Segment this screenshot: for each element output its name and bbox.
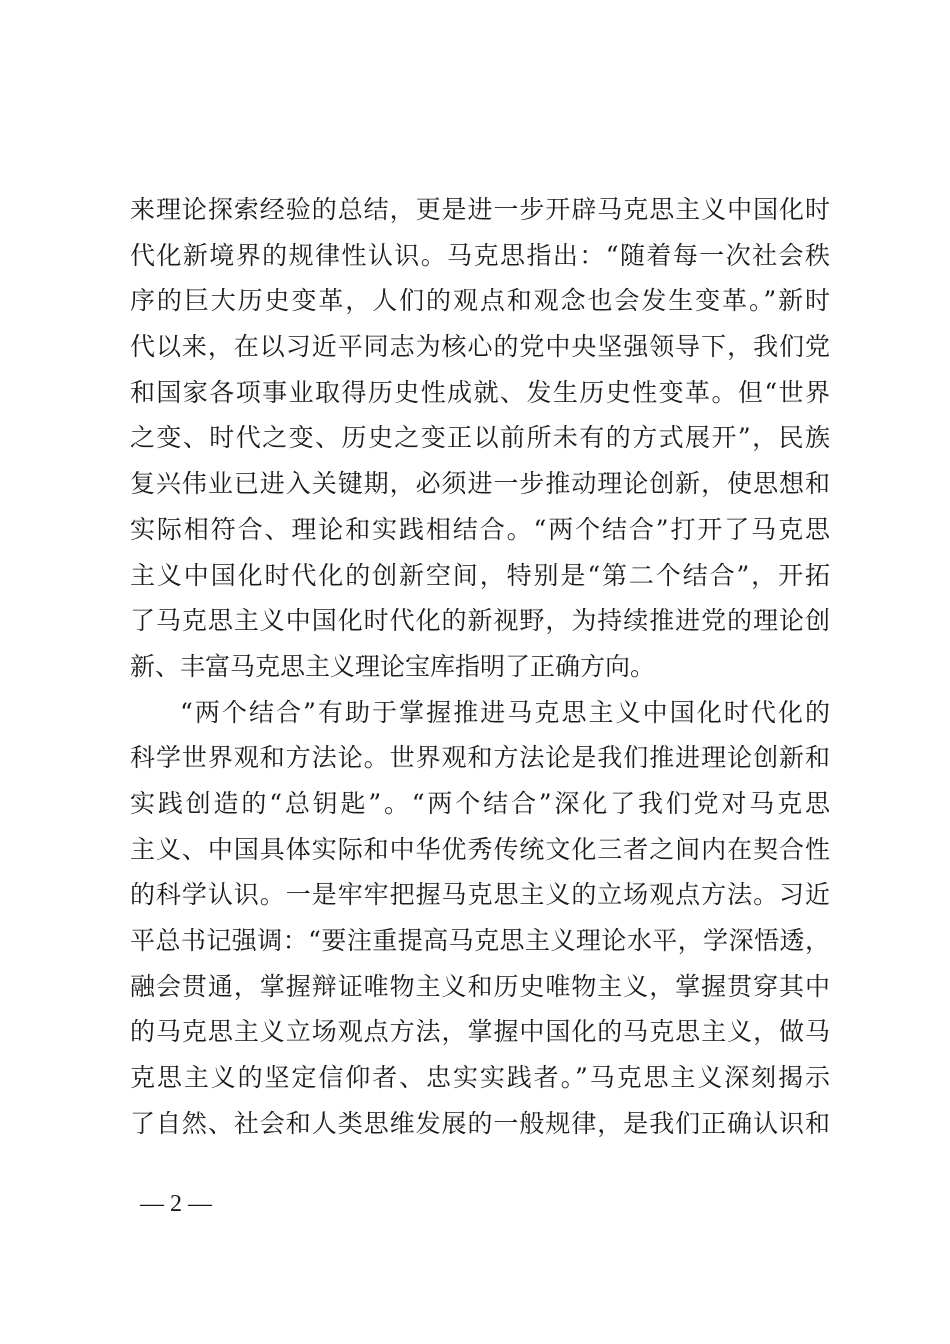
body-text bbox=[130, 187, 830, 1146]
text-line: 主义中国化时代化的创新空间，特别是“第二个结合”，开拓 bbox=[130, 560, 830, 590]
text-line: 和国家各项事业取得历史性成就、发生历史性变革。但“世界 bbox=[130, 377, 830, 407]
page-number: — 2 — bbox=[140, 1191, 212, 1217]
text-line: 科学世界观和方法论。世界观和方法论是我们推进理论创新和 bbox=[130, 743, 830, 773]
text-line: 序的巨大历史变革，人们的观点和观念也会发生变革。”新时 bbox=[130, 286, 830, 316]
text-line: 实践创造的“总钥匙”。“两个结合”深化了我们党对马克思 bbox=[130, 788, 830, 818]
text-line: 平总书记强调：“要注重提高马克思主义理论水平，学深悟透， bbox=[130, 926, 830, 955]
text-line: 代化新境界的规律性认识。马克思指出：“随着每一次社会秩 bbox=[130, 240, 830, 270]
text-line: 代以来，在以习近平同志为核心的党中央坚强领导下，我们党 bbox=[130, 332, 830, 362]
paragraph-first-line: “两个结合”有助于掌握推进马克思主义中国化时代化的 bbox=[180, 697, 830, 727]
text-line: 克思主义的坚定信仰者、忠实实践者。”马克思主义深刻揭示 bbox=[130, 1063, 830, 1093]
text-line: 融会贯通，掌握辩证唯物主义和历史唯物主义，掌握贯穿其中 bbox=[130, 971, 830, 1001]
text-line: 之变、时代之变、历史之变正以前所未有的方式展开”，民族 bbox=[130, 423, 830, 453]
text-line: 新、丰富马克思主义理论宝库指明了正确方向。 bbox=[130, 651, 656, 681]
text-line: 了马克思主义中国化时代化的新视野，为持续推进党的理论创 bbox=[130, 606, 830, 636]
text-line: 主义、中国具体实际和中华优秀传统文化三者之间内在契合性 bbox=[130, 834, 830, 864]
text-line: 复兴伟业已进入关键期，必须进一步推动理论创新，使思想和 bbox=[130, 469, 830, 499]
text-line: 来理论探索经验的总结，更是进一步开辟马克思主义中国化时 bbox=[130, 195, 830, 224]
text-line: 的马克思主义立场观点方法，掌握中国化的马克思主义，做马 bbox=[130, 1017, 830, 1047]
text-line: 实际相符合、理论和实践相结合。“两个结合”打开了马克思 bbox=[130, 514, 830, 544]
text-line: 的科学认识。一是牢牢把握马克思主义的立场观点方法。习近 bbox=[130, 880, 830, 910]
text-line: 了自然、社会和人类思维发展的一般规律，是我们正确认识和 bbox=[130, 1108, 830, 1138]
